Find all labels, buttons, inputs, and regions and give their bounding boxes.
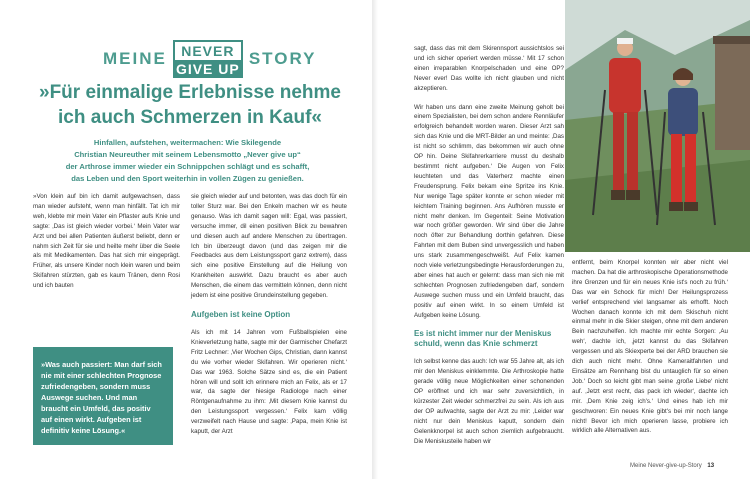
subhead-line-2: schuld, wenn das Knie schmerzt <box>414 339 538 349</box>
headline-line-2: ich auch Schmerzen in Kauf« <box>58 107 322 128</box>
lead-line-4: das Leben und den Sport weiterhin in vollen Zügen zu genießen. <box>71 174 304 183</box>
body-paragraph: Wir haben uns dann eine zweite Meinung geholt bei einem Spezialisten, bei dem schon andere Rennläufer erfolgreich behandelt worden waren. Dieser Arzt sah sich das Knie und die MRT-Bilder an und meinte: ‚Das ist nicht so schlimm, das bekommen wir auch ohne OP hin. Deine Skifahrerkarriere musst du deshalb bestimmt nicht aufgeben.‘ Die Augen von Felix leuchteten und das Vaterherz machte einen Freudensprung. Felix bekam eine Spritze ins Knie. Nur wenige Tage später konnte er schon wieder mit leichtem Training beginnen. Ans Aufhören musste er nicht mehr denken. Im Gegenteil: Seine Motivation war noch größer geworden. Wir sind über die Jahre noch öfter zur Behandlung dorthin gefahren. Diese Fahrten mit dem Buben sind unvergesslich und haben uns stark zusammengeschweißt. Auf Felix kamen noch viele verletzungsbedingte Herausforderungen zu, aber eines hat auch er gelernt: dass man sich nie mit schlechten Prognosen zufriedengeben darf, sondern Auswege suchen muss und ein Umfeld braucht, das positiv auf einen wirkt. In so einem Umfeld ist Aufgeben keine Lösung. <box>414 103 564 319</box>
body-column-4 <box>572 258 728 445</box>
body-paragraph: sie gleich wieder auf und betonten, was das doch für ein toller Sturz war. Bei den Enkeln machen wir es heute genauso. Was ich damit sagen will: Egal, was passiert, versuche immer, dil einen positiven Blick zu bewahren und diesen auch auf andere Menschen zu übertragen. Ich bin überzeugt davon (und das zeigen mir die Feedbacks aus dem Leistungssport ganz extrem), dass sich eine positive Einstellung auf die Heilung von Krankheiten auswirkt. Dazu braucht es aber auch Menschen, die einem das vermitteln können, denn nicht jedem ist eine positive Grundeinstellung gegeben. <box>191 193 347 300</box>
brand-lockup <box>103 37 316 81</box>
brand-right-word: STORY <box>248 49 317 68</box>
hiking-couple-photo <box>565 0 750 252</box>
badge-top-text: NEVER <box>173 40 243 60</box>
lead-line-1: Hinfallen, aufstehen, weitermachen: Wie Skilegende <box>93 138 282 147</box>
footer-label: Meine Never-give-up-Story <box>630 463 702 469</box>
lead-line-2: Christian Neureuther mit seinem Lebensmotto „Never give up“ <box>74 150 301 159</box>
section-subhead: Aufgeben ist keine Option <box>191 309 291 319</box>
subhead-line-1: Es ist nicht immer nur der Meniskus <box>414 329 552 339</box>
body-column-3 <box>414 44 564 456</box>
page-footer <box>630 463 714 469</box>
headline-line-1: »Für einmalige Erlebnisse nehme <box>39 82 341 103</box>
photo-illustration <box>565 0 750 252</box>
never-give-up-logo <box>173 40 243 78</box>
body-paragraph: »Von klein auf bin ich damit aufgewachsen, dass man wieder aufsteht, wenn man hinfällt. Tat ich mir weh, klebte mir mein Vater ein Pflaster aufs Knie und sagte: ‚Das ist gleich wieder vorbei.‘ Mein Vater war Arzt und bei allen Patienten äußerst beliebt, denn er nahm sich Zeit für sie und heilte mehr über die Seele als mit Medikamenten. Das hat sich mir eingeprägt. Früher, als unsere Kinder noch klein waren und beim Skifahren stürzten, gab es kaum Tränen, denn Rosi und ich bauten <box>33 193 180 290</box>
brand-left-word: MEINE <box>103 49 167 68</box>
body-column-1 <box>33 192 180 300</box>
body-paragraph: entfernt, beim Knorpel konnten wir aber nicht viel machen. Da hat die arthroskopische Operationsmethode ihre Grenzen und für ein neues Knie ist's noch zu früh.‘ Das war ein Schock für mich! Der Heilungsprozess verlief entsprechend viel langsamer als erhofft. Noch Wochen danach konnte ich mit dem Skischuh nicht einmal mehr in die Skier steigen, ohne mit dem anderen Bein nachzuhelfen. Ich machte mir echte Sorgen: ‚Au weh‘, dachte ich, ‚jetzt kannst du das Skifahren vergessen und als Skiexperte bei der ARD brauchen sie dich auch nicht mehr. Ohne Kameraitfahrten und Einsätze am Rennhang bist du untauglich für so einen Job.‘ Doch so leicht gibt man seine ‚große Liebe‘ nicht auf. ‚Jetzt erst recht, das pack ich wieder‘, dachte ich mir. ‚Dem Knie zeig ich's.‘ Und eines hab ich mir geschworen: Ein neues Knie gibt's bei mir noch lange nicht! Bevor ich mich operieren lasse, probiere ich wirklich alle Alternativen aus. <box>572 259 728 435</box>
body-paragraph: Als ich mit 14 Jahren vom Fußballspielen eine Knieverletzung hatte, sagte mir der Garmischer Chefarzt Fritz Lechner: ‚Vier Wochen Gips, Christian, dann kannst du wie vorher wieder Skifahren. Wir operieren nicht.‘ Das war 1963. Solche Sätze sind es, die ein Patient hören will und sollt ich erinnere mich an Felix, als er 17 war, da sagte der hiesige Radiologe nach einer Röntgenaufnahme zu ihm: ‚Mit diesem Knie kannst du den Leistungssport vergessen.‘ Felix kam völlig verzweifelt nach Hause und sagte: ‚Papa, mein Knie ist kaputt, der Arzt <box>191 328 347 436</box>
body-paragraph: Ich selbst kenne das auch: Ich war 55 Jahre alt, als ich mir den Meniskus einklemmte. Die Arthroskopie hatte gerade völlig neue Möglichkeiten einer schonenden OP eröffnet und ich war sehr zuversichtlich, in kürzester Zeit wieder schmerzfrei zu sein. Als ich aus der OP aufwachte, sagte der Arzt zu mir: ‚Leider war nicht nur dein Meniskus kaputt, sondern dein Gelenkknorpel ist auch schon ziemlich aufgebraucht. Die Meniskusteile haben wir <box>414 358 564 445</box>
badge-bottom-text: GIVE UP <box>173 60 243 78</box>
page-number: 13 <box>707 463 715 469</box>
lead-paragraph <box>40 137 335 185</box>
lead-line-3: der Arthrose immer wieder ein Schnippchen schlägt und es schafft, <box>65 162 310 171</box>
left-page <box>0 0 372 479</box>
section-subhead <box>414 329 564 349</box>
body-column-2 <box>191 192 347 446</box>
body-paragraph: sagt, dass das mit dem Skirennsport aussichtslos sei und ich sicher operiert werden müsse.‘ Mit 17 schon einen irreparablen Knorpelschaden und eine OP? Never ever! Das wollte ich nicht glauben und nicht akzeptieren. <box>414 45 564 92</box>
headline <box>20 80 360 130</box>
pull-quote: »Was auch passiert: Man darf sich nie mit einer schlechten Prognose zufriedengeben, sondern muss Auswege suchen. Und man braucht ein Umfeld, das positiv auf einen wirkt. Aufgeben ist definitiv keine Lösung.« <box>33 347 173 445</box>
